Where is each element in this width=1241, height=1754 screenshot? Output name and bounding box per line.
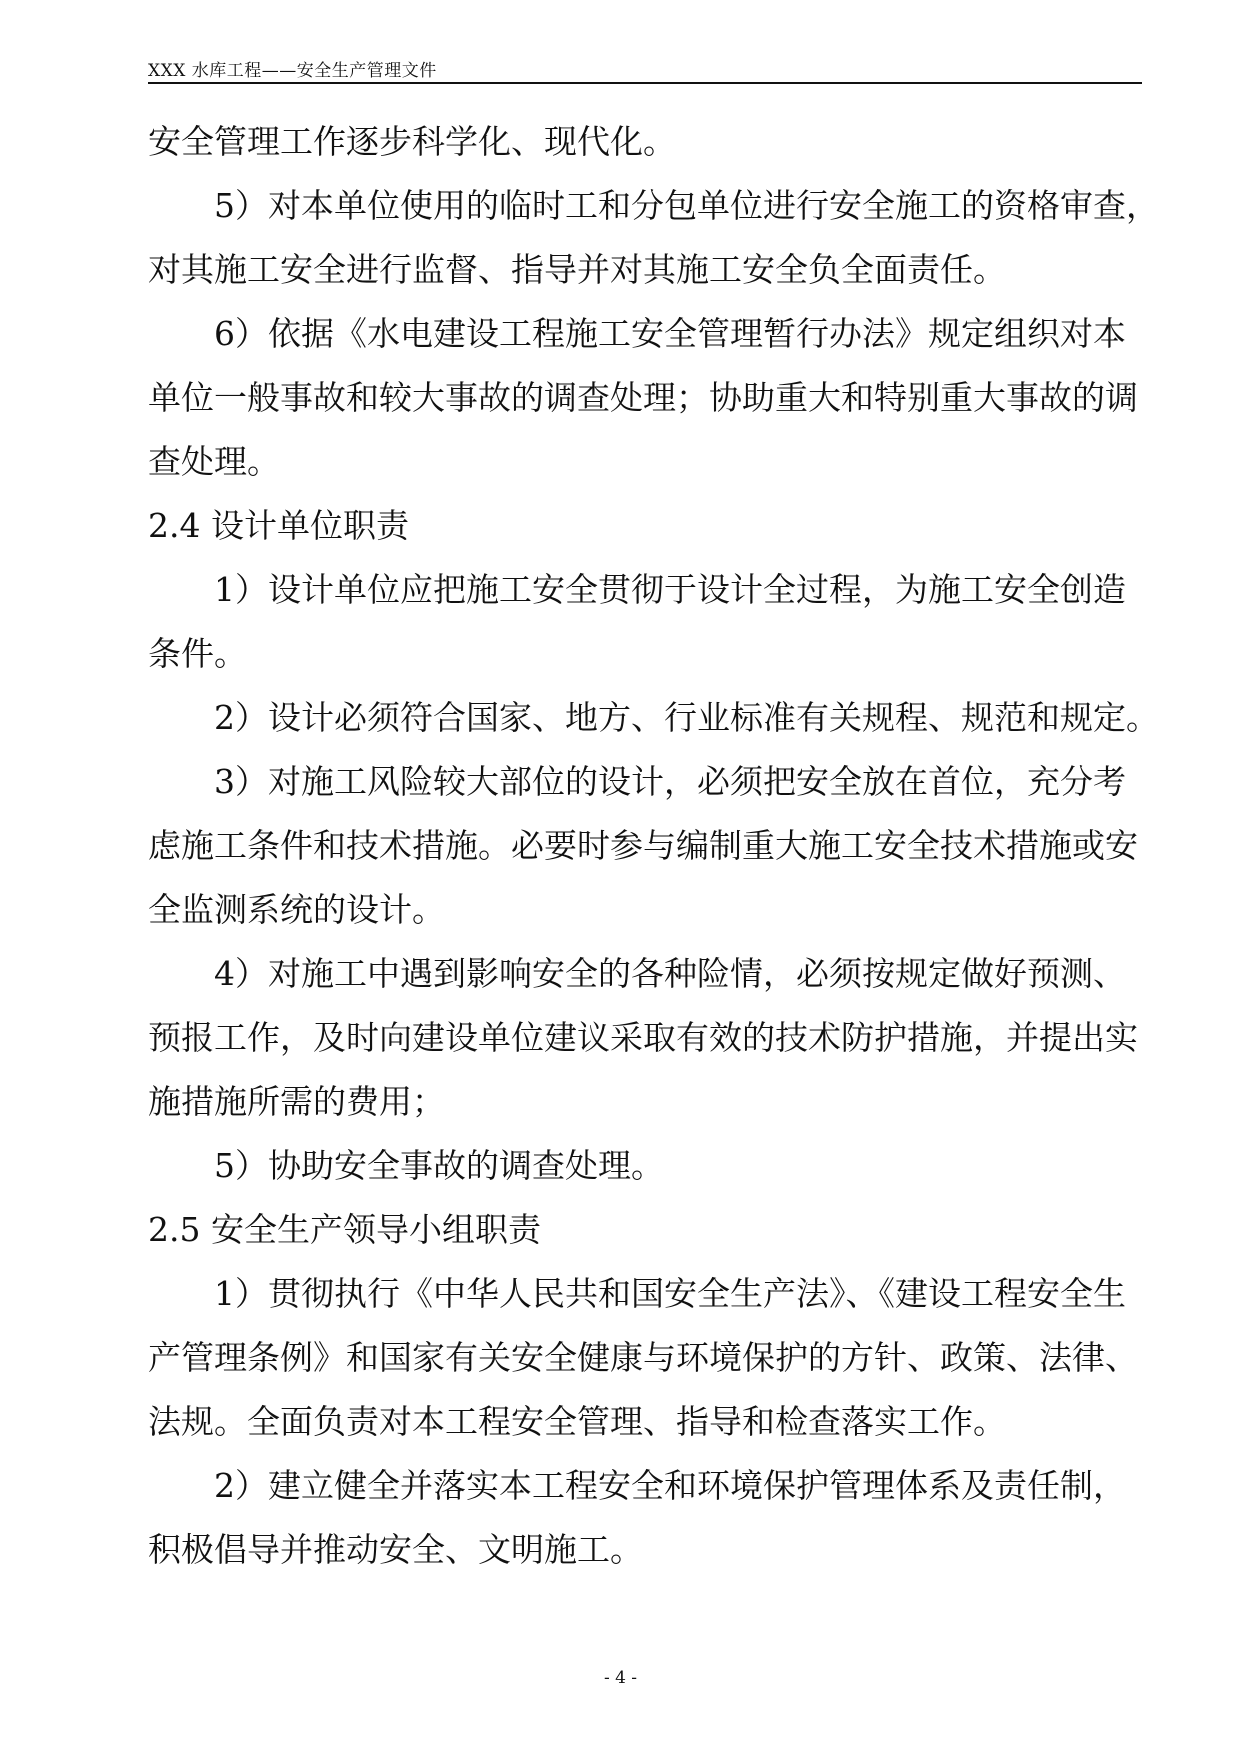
document-body	[148, 110, 1159, 1582]
body-line: 1）设计单位应把施工安全贯彻于设计全过程，为施工安全创造	[214, 570, 1126, 609]
body-line: 5）对本单位使用的临时工和分包单位进行安全施工的资格审查，	[214, 186, 1159, 225]
body-line: 产管理条例》和国家有关安全健康与环境保护的方针、政策、法律、	[148, 1338, 1138, 1377]
body-line: 虑施工条件和技术措施。必要时参与编制重大施工安全技术措施或安	[148, 826, 1138, 865]
body-line: 积极倡导并推动安全、文明施工。	[148, 1530, 643, 1569]
body-line: 3）对施工风险较大部位的设计，必须把安全放在首位，充分考	[214, 762, 1126, 801]
body-line: 6）依据《水电建设工程施工安全管理暂行办法》规定组织对本	[214, 314, 1126, 353]
page-number: - 4 -	[603, 1668, 638, 1688]
body-line: 安全管理工作逐步科学化、现代化。	[148, 122, 676, 161]
body-line: 对其施工安全进行监督、指导并对其施工安全负全面责任。	[148, 250, 1006, 289]
body-line: 法规。全面负责对本工程安全管理、指导和检查落实工作。	[148, 1402, 1006, 1441]
body-line: 条件。	[148, 634, 247, 673]
body-line: 1）贯彻执行《中华人民共和国安全生产法》、《建设工程安全生	[214, 1274, 1126, 1313]
body-line: 5）协助安全事故的调查处理。	[214, 1146, 664, 1185]
body-line: 全监测系统的设计。	[148, 890, 445, 929]
section-heading: 2.5 安全生产领导小组职责	[148, 1210, 541, 1249]
section-heading: 2.4 设计单位职责	[148, 506, 409, 545]
header-title: XXX 水库工程——安全生产管理文件	[148, 61, 437, 81]
body-line: 4）对施工中遇到影响安全的各种险情，必须按规定做好预测、	[214, 954, 1126, 993]
body-line: 2）建立健全并落实本工程安全和环境保护管理体系及责任制，	[214, 1466, 1126, 1505]
body-line: 预报工作，及时向建设单位建议采取有效的技术防护措施，并提出实	[148, 1018, 1138, 1057]
body-line: 单位一般事故和较大事故的调查处理；协助重大和特别重大事故的调	[148, 378, 1138, 417]
body-line: 施措施所需的费用；	[148, 1082, 445, 1121]
body-line: 2）设计必须符合国家、地方、行业标准有关规程、规范和规定。	[214, 698, 1159, 737]
page-header	[148, 52, 1142, 84]
header-rule	[148, 82, 1142, 84]
body-line: 查处理。	[148, 442, 280, 481]
